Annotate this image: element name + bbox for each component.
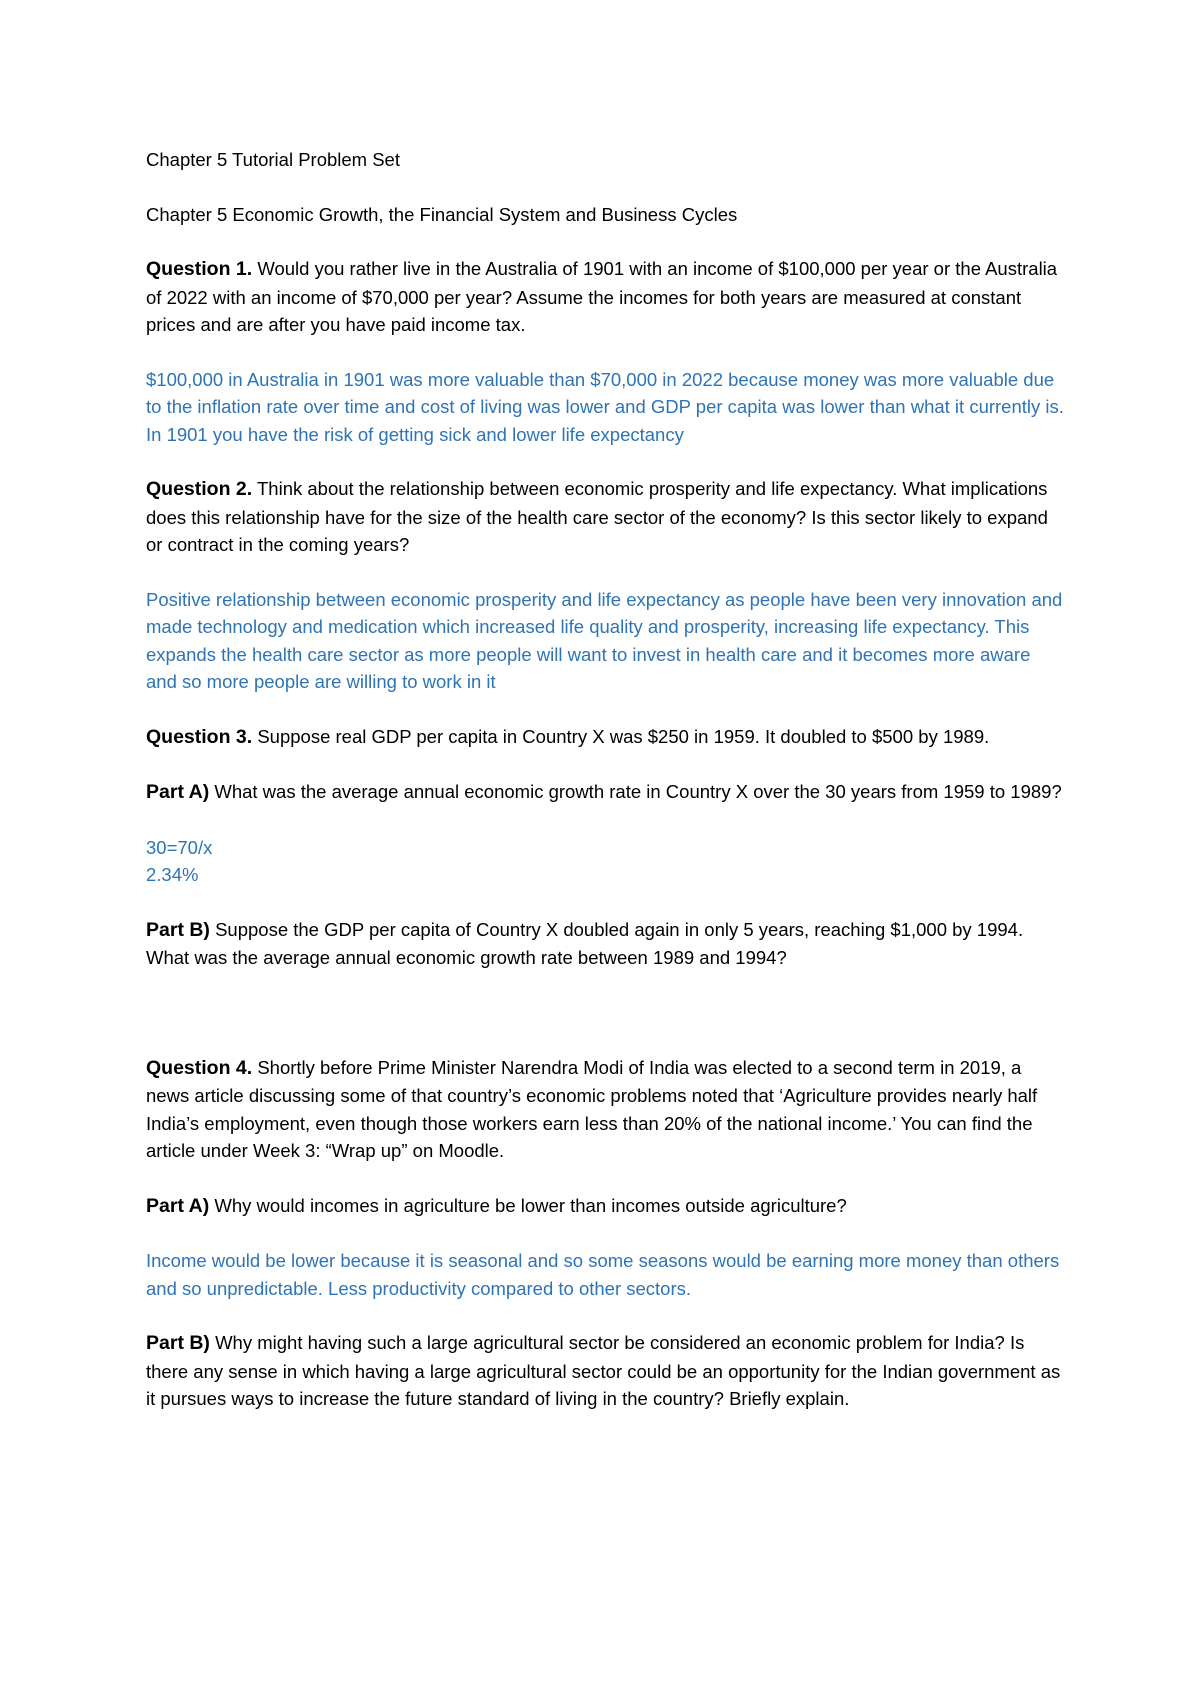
question-4-part-a-text: Why would incomes in agriculture be lower than incomes outside agriculture?: [209, 1194, 847, 1216]
question-2: [146, 475, 1066, 559]
question-3-part-b: [146, 916, 1066, 972]
blank-answer-space: [146, 999, 1066, 1054]
question-2-text: Think about the relationship between economic prosperity and life expectancy. What implications does this relationship have for the size of the health care sector of the economy? Is this sector likely to expand or contract in the coming years?: [146, 478, 1048, 555]
question-1-label: Question 1.: [146, 258, 253, 280]
document-title: Chapter 5 Tutorial Problem Set: [146, 149, 400, 170]
question-3: [146, 723, 1066, 752]
document-body: [146, 146, 1066, 1440]
question-3-part-a-answer-line-1: 30=70/x: [146, 836, 213, 858]
question-2-answer: Positive relationship between economic prosperity and life expectancy as people have been very innovation and made technology and medication which increased life quality and prosperity, increasing life expectancy. This expands the health care sector as more people will want to invest in health care and it becomes more aware and so more people are willing to work in it: [146, 588, 1063, 692]
question-1-text: Would you rather live in the Australia of 1901 with an income of $100,000 per year or the Australia of 2022 with an income of $70,000 per year? Assume the incomes for both years are measured at constant prices and are after you have paid income tax.: [146, 258, 1058, 335]
question-2-label: Question 2.: [146, 478, 253, 500]
question-4-part-a-label: Part A): [146, 1194, 210, 1217]
question-3-part-b-label: Part B): [146, 918, 210, 941]
document-subtitle: Chapter 5 Economic Growth, the Financial System and Business Cycles: [146, 203, 738, 225]
question-4-part-a: [146, 1192, 1066, 1221]
question-3-label: Question 3.: [146, 725, 253, 748]
question-3-part-a-label: Part A): [146, 781, 210, 803]
question-4-label: Question 4.: [146, 1056, 253, 1079]
question-4-part-b-text: Why might having such a large agricultural sector be considered an economic problem for India? Is there any sense in which having a large agricultural sector could be an opportunity for the Indian government as it pursues ways to increase the future standard of living in the country? Briefly explain.: [146, 1332, 1061, 1409]
question-3-part-a-answer-line-2: 2.34%: [146, 864, 199, 885]
question-3-part-a-text: What was the average annual economic growth rate in Country X over the 30 years from 1959 to 1989?: [209, 781, 1062, 802]
question-1-answer: $100,000 in Australia in 1901 was more valuable than $70,000 in 2022 because money was more valuable due to the inflation rate over time and cost of living was lower and GDP per capita was lower than what it currently is. In 1901 you have the risk of getting sick and lower life expectancy: [146, 368, 1064, 445]
question-1: [146, 255, 1066, 339]
question-4-part-a-answer: Income would be lower because it is seasonal and so some seasons would be earning more money than others and so unpredictable. Less productivity compared to other sectors.: [146, 1250, 1060, 1299]
question-4: [146, 1054, 1066, 1165]
question-4-text: Shortly before Prime Minister Narendra Modi of India was elected to a second term in 2019, a news article discussing some of that country’s economic problems noted that ‘Agriculture provides nearly half India’s employment, even though those workers earn less than 20% of the national income.’ You can find the article under Week 3: “Wrap up” on Moodle.: [146, 1056, 1038, 1161]
question-3-part-a: [146, 778, 1066, 807]
question-3-part-b-text: Suppose the GDP per capita of Country X doubled again in only 5 years, reaching $1,000 by 1994. What was the average annual economic growth rate between 1989 and 1994?: [146, 918, 1024, 968]
question-4-part-b-label: Part B): [146, 1332, 210, 1354]
question-4-part-b: [146, 1329, 1066, 1413]
question-3-text: Suppose real GDP per capita in Country X was $250 in 1959. It doubled to $500 by 1989.: [252, 725, 990, 747]
